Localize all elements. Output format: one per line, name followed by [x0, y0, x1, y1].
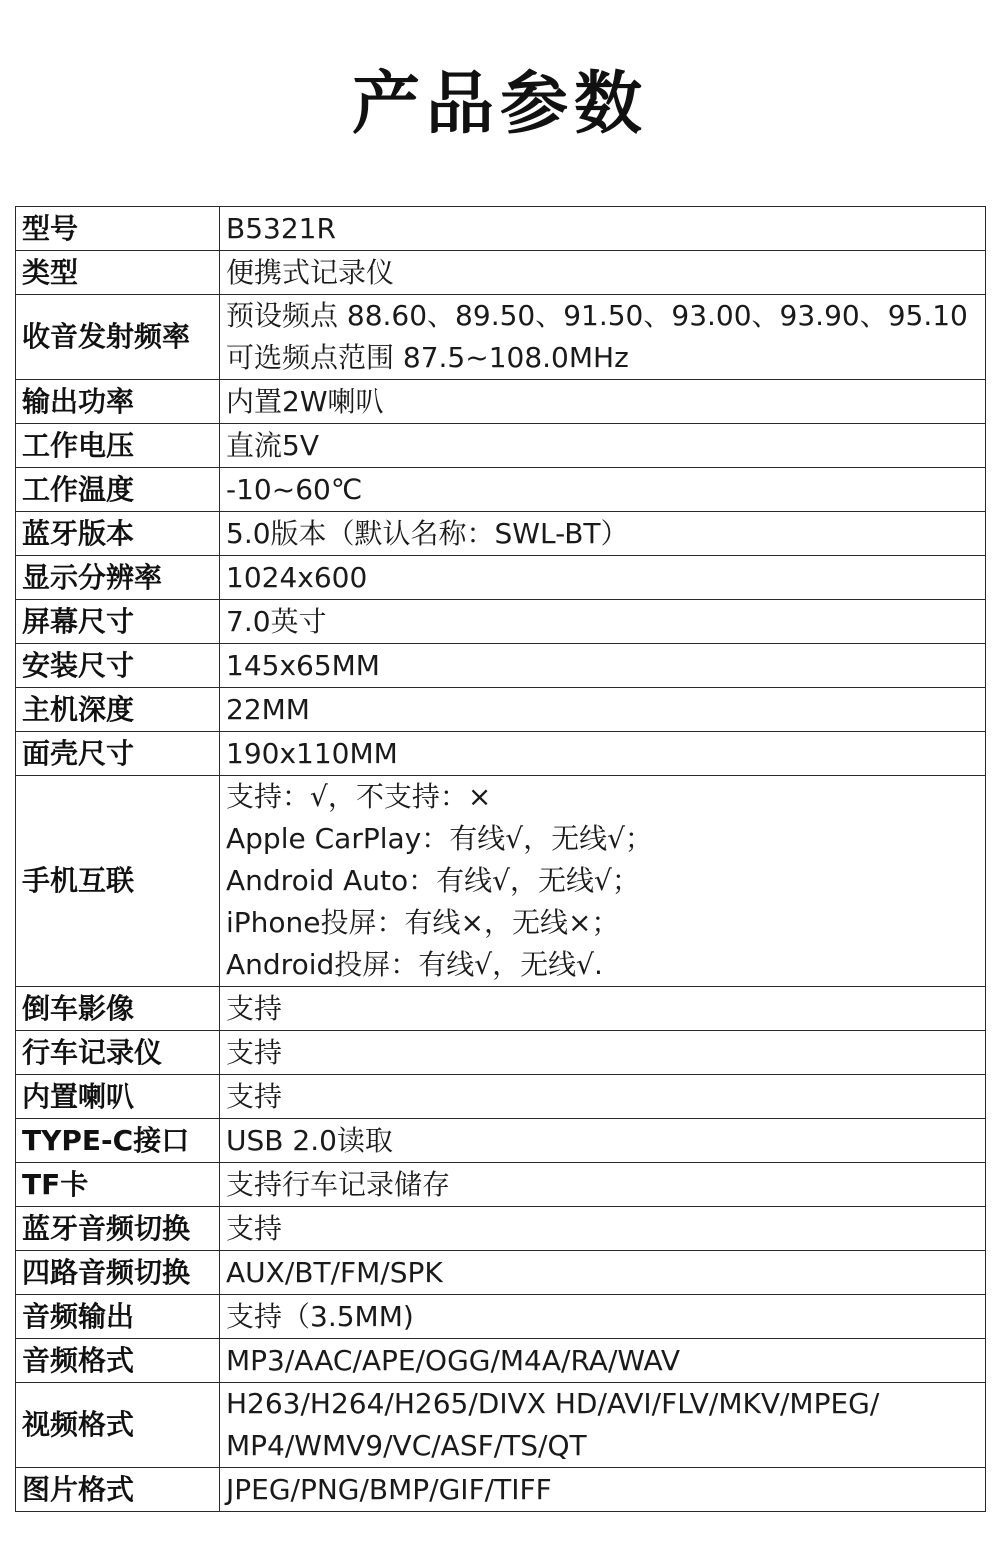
- spec-value-line: 145x65MM: [226, 648, 380, 682]
- spec-label: 行车记录仪: [16, 1031, 220, 1075]
- spec-row: [16, 251, 986, 295]
- spec-value-line: Android投屏：有线√，无线√.: [226, 948, 603, 981]
- spec-label: 内置喇叭: [16, 1075, 220, 1119]
- spec-row: [16, 1468, 986, 1512]
- spec-label: TYPE-C接口: [16, 1119, 220, 1163]
- spec-row: [16, 776, 986, 987]
- spec-value: [220, 468, 986, 512]
- spec-value: [220, 1383, 986, 1468]
- spec-row: [16, 295, 986, 380]
- spec-value-line: 190x110MM: [226, 736, 398, 770]
- spec-value: [220, 1468, 986, 1512]
- spec-label: 显示分辨率: [16, 556, 220, 600]
- spec-row: [16, 1075, 986, 1119]
- spec-label: 屏幕尺寸: [16, 600, 220, 644]
- spec-label: 类型: [16, 251, 220, 295]
- spec-value: [220, 987, 986, 1031]
- spec-row: [16, 1383, 986, 1468]
- spec-value: [220, 644, 986, 688]
- spec-value-line: 内置2W喇叭: [226, 384, 384, 418]
- spec-label: 面壳尺寸: [16, 732, 220, 776]
- spec-value-line: 直流5V: [226, 428, 319, 462]
- spec-value: [220, 1251, 986, 1295]
- spec-value-line: 支持: [226, 1211, 283, 1245]
- spec-row: [16, 688, 986, 732]
- spec-value-line: USB 2.0读取: [226, 1123, 393, 1157]
- spec-value-line: 支持（3.5MM): [226, 1299, 414, 1333]
- spec-row: [16, 1295, 986, 1339]
- spec-value-line: 可选频点范围 87.5~108.0MHz: [226, 341, 629, 374]
- spec-value-line: Apple CarPlay：有线√，无线√；: [226, 822, 653, 855]
- spec-row: [16, 468, 986, 512]
- spec-value-line: B5321R: [226, 211, 336, 245]
- spec-value: [220, 688, 986, 732]
- spec-label: 音频格式: [16, 1339, 220, 1383]
- spec-value: [220, 1119, 986, 1163]
- spec-label: TF卡: [16, 1163, 220, 1207]
- spec-value: [220, 380, 986, 424]
- spec-value: [220, 1031, 986, 1075]
- spec-label: 安装尺寸: [16, 644, 220, 688]
- spec-label: 收音发射频率: [16, 295, 220, 380]
- spec-label: 型号: [16, 207, 220, 251]
- spec-value-line: 便携式记录仪: [226, 255, 395, 289]
- spec-label: 主机深度: [16, 688, 220, 732]
- spec-row: [16, 1339, 986, 1383]
- spec-value: [220, 600, 986, 644]
- spec-value-line: 支持: [226, 1035, 283, 1069]
- spec-value-line: Android Auto：有线√，无线√；: [226, 864, 640, 897]
- spec-row: [16, 1163, 986, 1207]
- spec-value-line: 1024x600: [226, 560, 368, 594]
- spec-value: [220, 424, 986, 468]
- spec-label: 工作温度: [16, 468, 220, 512]
- spec-label: 手机互联: [16, 776, 220, 987]
- spec-value-line: MP4/WMV9/VC/ASF/TS/QT: [226, 1429, 587, 1462]
- spec-row: [16, 1031, 986, 1075]
- spec-value-line: -10~60℃: [226, 472, 363, 506]
- spec-row: [16, 987, 986, 1031]
- spec-row: [16, 207, 986, 251]
- spec-label: 输出功率: [16, 380, 220, 424]
- spec-value: [220, 1163, 986, 1207]
- spec-value: [220, 556, 986, 600]
- spec-value-line: MP3/AAC/APE/OGG/M4A/RA/WAV: [226, 1343, 681, 1377]
- spec-value: [220, 512, 986, 556]
- spec-row: [16, 380, 986, 424]
- spec-row: [16, 600, 986, 644]
- page-title: 产品参数: [351, 65, 648, 144]
- spec-value-line: 7.0英寸: [226, 604, 327, 638]
- spec-label: 视频格式: [16, 1383, 220, 1468]
- spec-row: [16, 1119, 986, 1163]
- spec-value: [220, 295, 986, 380]
- spec-value-line: 支持行车记录储存: [226, 1167, 451, 1201]
- spec-value: [220, 1207, 986, 1251]
- spec-value: [220, 251, 986, 295]
- spec-label: 蓝牙版本: [16, 512, 220, 556]
- spec-value-line: 5.0版本（默认名称：SWL-BT）: [226, 516, 629, 550]
- spec-row: [16, 556, 986, 600]
- spec-value-line: 支持: [226, 1079, 283, 1113]
- spec-label: 音频输出: [16, 1295, 220, 1339]
- spec-value-line: 22MM: [226, 692, 310, 726]
- spec-table: [15, 206, 986, 1512]
- spec-value-line: JPEG/PNG/BMP/GIF/TIFF: [226, 1472, 552, 1506]
- spec-row: [16, 1207, 986, 1251]
- spec-value: [220, 1075, 986, 1119]
- spec-value-line: 预设频点 88.60、89.50、91.50、93.00、93.90、95.10: [226, 299, 968, 332]
- spec-row: [16, 424, 986, 468]
- spec-label: 蓝牙音频切换: [16, 1207, 220, 1251]
- spec-value-line: 支持: [226, 991, 283, 1025]
- spec-label: 工作电压: [16, 424, 220, 468]
- spec-value: [220, 207, 986, 251]
- spec-value-line: 支持：√，不支持：×: [226, 780, 492, 813]
- spec-label: 四路音频切换: [16, 1251, 220, 1295]
- spec-value-line: H263/H264/H265/DIVX HD/AVI/FLV/MKV/MPEG/: [226, 1387, 880, 1420]
- spec-value: [220, 776, 986, 987]
- spec-row: [16, 732, 986, 776]
- spec-value-line: iPhone投屏：有线×，无线×；: [226, 906, 620, 939]
- spec-row: [16, 1251, 986, 1295]
- spec-row: [16, 644, 986, 688]
- spec-table-body: [16, 207, 986, 1512]
- spec-value: [220, 1295, 986, 1339]
- spec-label: 图片格式: [16, 1468, 220, 1512]
- spec-value: [220, 1339, 986, 1383]
- spec-label: 倒车影像: [16, 987, 220, 1031]
- spec-value: [220, 732, 986, 776]
- spec-row: [16, 512, 986, 556]
- spec-value-line: AUX/BT/FM/SPK: [226, 1255, 443, 1289]
